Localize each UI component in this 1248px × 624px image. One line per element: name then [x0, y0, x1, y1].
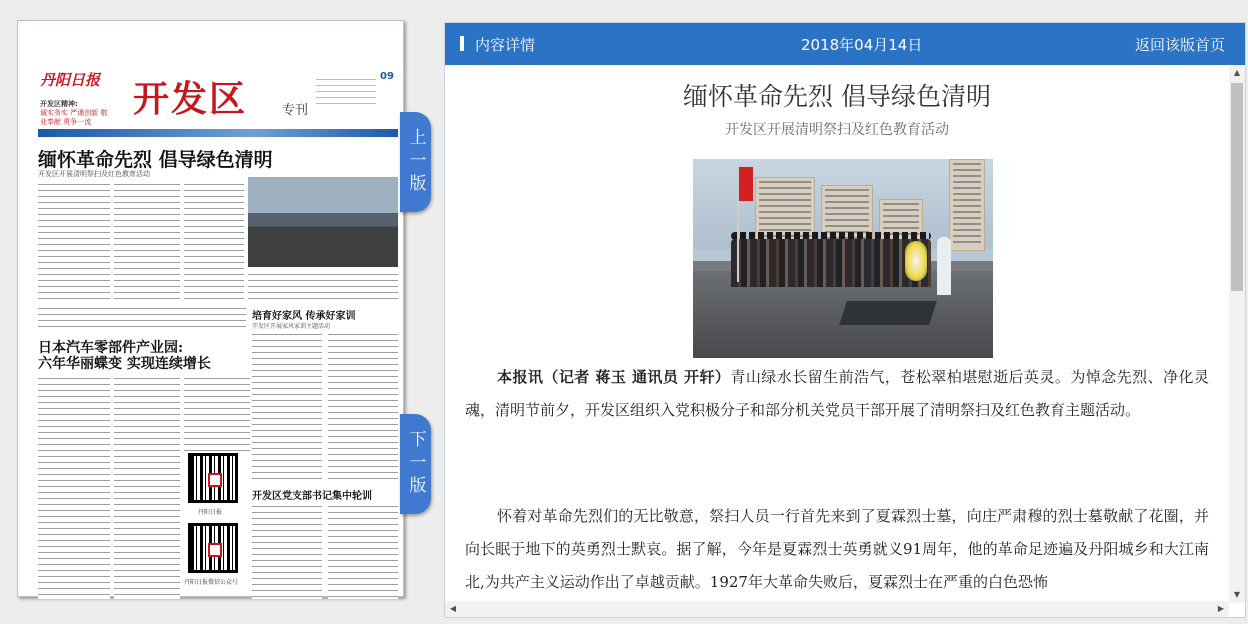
text-block	[328, 503, 398, 599]
detail-header-label: 内容详情	[475, 36, 536, 54]
qr-caption-1: 丹阳日报	[198, 509, 223, 516]
photo-building	[949, 159, 985, 251]
next-page-button[interactable]: 下一版	[400, 414, 431, 514]
newspaper-content	[38, 51, 400, 611]
issue-date: 2018年04月14日	[801, 36, 923, 54]
text-block	[252, 331, 322, 481]
article-title: 缅怀革命先烈 倡导绿色清明	[683, 82, 991, 111]
scroll-left-arrow-icon[interactable]: ◀	[449, 604, 457, 613]
scroll-down-arrow-icon[interactable]: ▼	[1233, 590, 1241, 599]
text-block	[114, 375, 180, 599]
vertical-scroll-thumb[interactable]	[1231, 83, 1243, 291]
text-block	[38, 375, 110, 599]
qr-code	[188, 523, 238, 573]
section-title: 开发区	[133, 78, 248, 120]
article-paragraph-2: 怀着对革命先烈们的无比敬意，祭扫人员一行首先来到了夏霖烈士墓，向庄严肃穆的烈士墓敬献了花圈，并向长眠于地下的英勇烈士默哀。据了解，今年是夏霖烈士英勇就义91周年，他的革命足迹遍及丹阳城乡和大江南北,为共产主义运动作出了卓越贡献。1927年大革命失败后，夏霖烈士在严重的白色恐怖	[465, 507, 1209, 591]
article-photo	[693, 159, 993, 358]
headline-1[interactable]: 缅怀革命先烈 倡导绿色清明	[38, 149, 273, 171]
headline-4[interactable]: 开发区党支部书记集中轮训	[252, 491, 372, 502]
text-block	[38, 305, 246, 331]
article-paragraph-1	[465, 361, 1209, 427]
article-lead: 本报讯（记者 蒋玉 通讯员 开轩）	[497, 368, 731, 386]
masthead-info	[316, 77, 376, 105]
headline-3-line1[interactable]: 日本汽车零部件产业园:	[38, 340, 184, 356]
text-block	[184, 181, 244, 301]
scroll-up-arrow-icon[interactable]: ▲	[1233, 68, 1241, 77]
qr-caption-2: 丹阳日报微信公众号	[184, 579, 239, 586]
masthead	[38, 67, 398, 129]
headline-1-sub: 开发区开展清明祭扫及红色教育活动	[38, 170, 150, 178]
text-block	[114, 181, 180, 301]
qr-code	[188, 453, 238, 503]
photo-speaker	[937, 237, 951, 295]
text-block	[328, 331, 398, 481]
text-block	[184, 375, 250, 451]
masthead-slogan: 诚实务实 严谨创新 敬业奉献 勇争一流	[40, 109, 108, 126]
detail-header	[445, 23, 1245, 65]
article-content	[445, 65, 1229, 603]
photo-flag	[739, 167, 753, 201]
photo-tomb	[839, 301, 937, 325]
headline-2-sub: 开发区开展家风家训主题活动	[252, 323, 331, 330]
page-number: 09	[380, 71, 394, 82]
prev-page-button[interactable]: 上一版	[400, 112, 431, 212]
headline-3-line2[interactable]: 六年华丽蝶变 实现连续增长	[38, 356, 211, 372]
header-marker	[460, 36, 464, 51]
special-label: 专刊	[282, 103, 309, 118]
masthead-bar	[38, 129, 398, 137]
masthead-tag: 开发区精神:	[40, 100, 78, 108]
content-detail-panel	[444, 22, 1246, 618]
newspaper-page[interactable]	[17, 20, 404, 597]
photo-wreath	[905, 241, 927, 281]
text-block	[248, 271, 398, 301]
back-to-page-home-link[interactable]: 返回该版首页	[1134, 36, 1225, 54]
article-photo-thumbnail	[248, 177, 398, 267]
article-subtitle: 开发区开展清明祭扫及红色教育活动	[725, 122, 949, 138]
vertical-scrollbar[interactable]	[1229, 65, 1245, 603]
scroll-right-arrow-icon[interactable]: ▶	[1217, 604, 1225, 613]
photo-people	[731, 239, 931, 287]
headline-2[interactable]: 培育好家风 传承好家训	[252, 311, 356, 322]
horizontal-scrollbar[interactable]	[445, 601, 1229, 617]
text-block	[38, 181, 110, 301]
article-paragraph-1-body: 青山绿水长留生前浩气，苍松翠柏堪慰逝后英灵。为悼念先烈、净化灵魂，清明节前夕，开发区组织入党积极分子和部分机关党员干部开展了清明祭扫及红色教育主题活动。	[465, 368, 1209, 419]
newspaper-logo: 丹阳日报	[40, 71, 101, 89]
text-block	[252, 503, 322, 599]
